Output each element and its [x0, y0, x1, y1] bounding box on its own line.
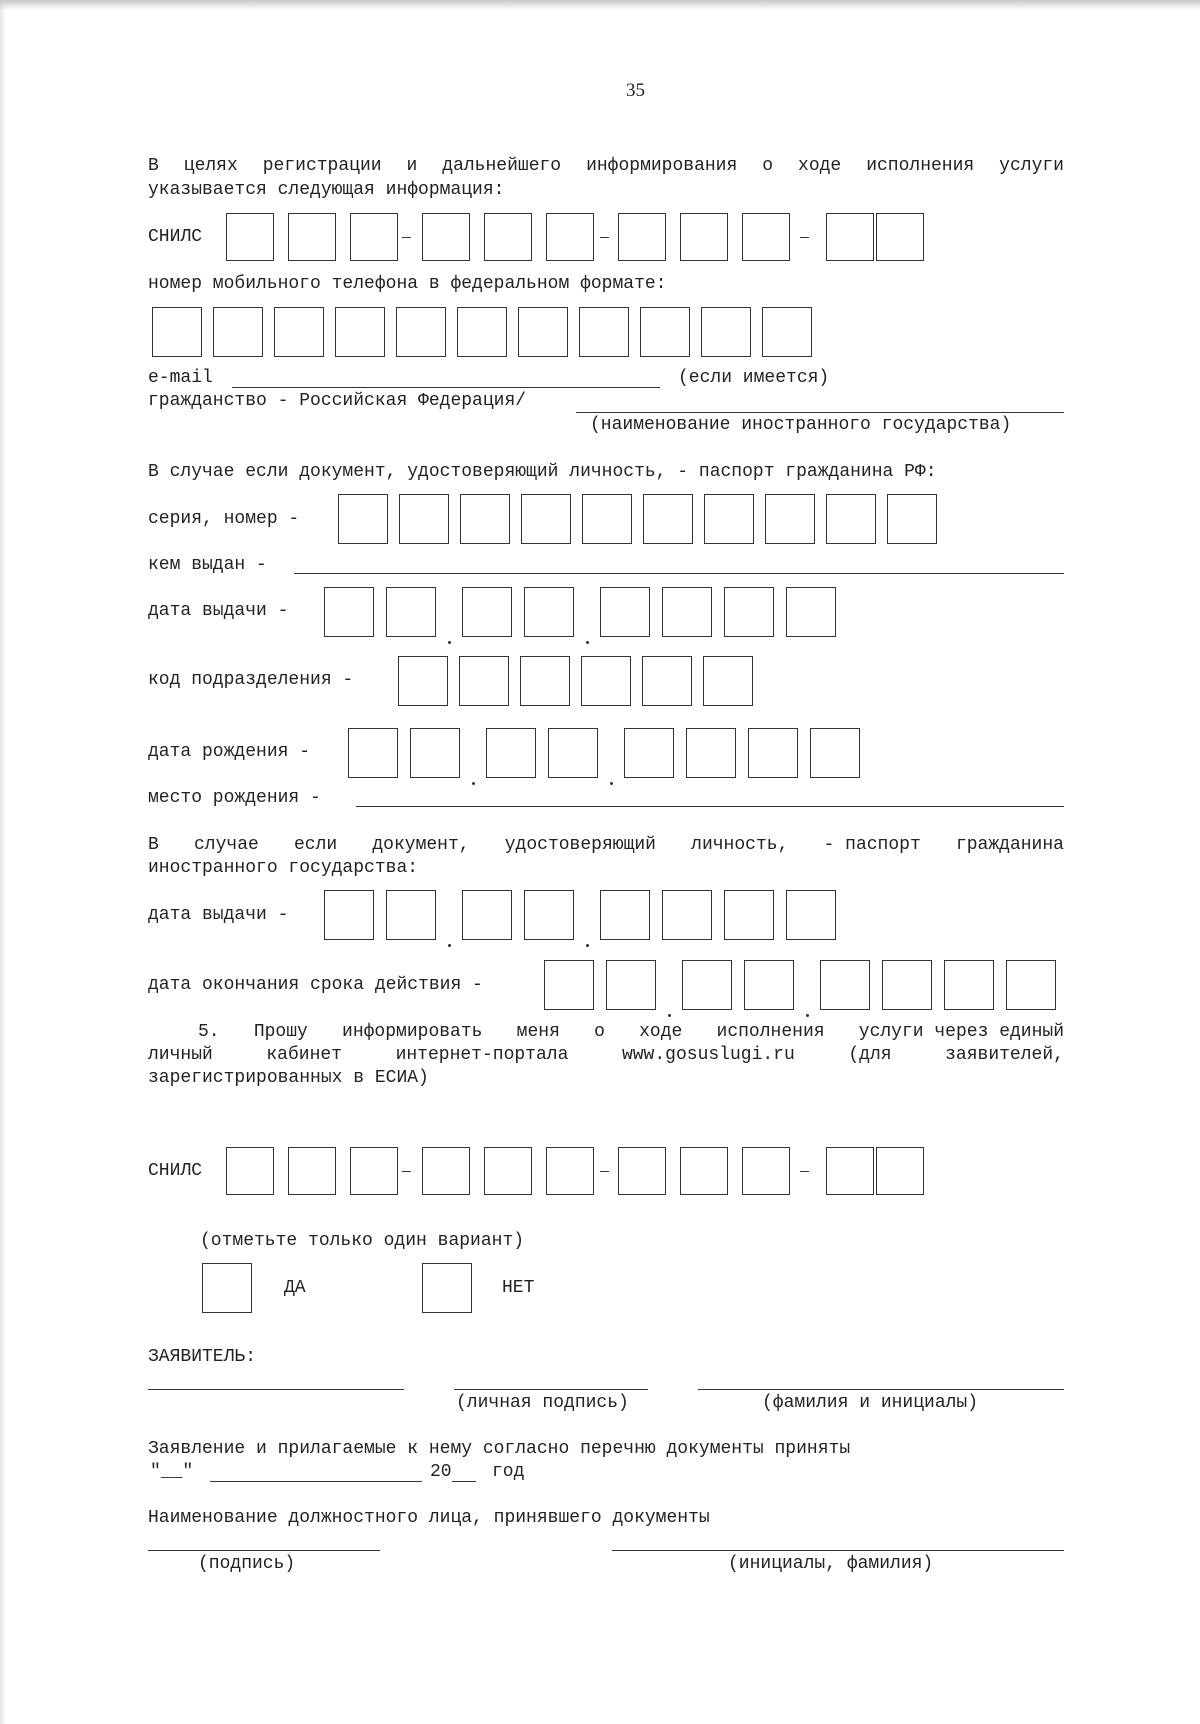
word: кабинет [266, 1045, 342, 1065]
acceptance-month-field[interactable] [210, 1481, 422, 1482]
word: www.gosuslugi.ru [621, 1045, 795, 1065]
citizenship-label: гражданство - Российская Федерация/ [148, 391, 527, 411]
char-cell[interactable] [546, 213, 594, 261]
birth-place-label: место рождения - [148, 788, 321, 808]
char-cell[interactable] [396, 307, 446, 357]
word: личность, [691, 835, 789, 855]
separator-dash [600, 1171, 609, 1172]
char-cell[interactable] [288, 213, 336, 261]
char-cell[interactable] [618, 213, 666, 261]
birth-date-label: дата рождения - [148, 742, 311, 762]
division-code-label: код подразделения - [148, 670, 354, 690]
char-cell[interactable] [520, 656, 570, 706]
char-cell[interactable] [682, 960, 732, 1010]
word: информирования [586, 156, 738, 176]
char-cell[interactable] [546, 1147, 594, 1195]
char-cell[interactable] [724, 890, 774, 940]
official-name-field[interactable] [612, 1550, 1064, 1551]
char-cell[interactable] [744, 960, 794, 1010]
passport-foreign-heading-line-2: иностранного государства: [148, 858, 419, 878]
char-cell[interactable] [826, 1147, 874, 1195]
char-cell[interactable] [422, 1147, 470, 1195]
acceptance-year-word: год [492, 1462, 525, 1482]
char-cell[interactable] [462, 587, 512, 637]
char-cell[interactable] [213, 307, 263, 357]
item5-line-2 [148, 1046, 1064, 1064]
issued-by-label: кем выдан - [148, 555, 267, 575]
passport-rf-heading: В случае если документ, удостоверяющий личность, - паспорт гражданина РФ: [148, 462, 937, 482]
char-cell[interactable] [324, 890, 374, 940]
char-cell[interactable] [882, 960, 932, 1010]
char-cell[interactable] [486, 728, 536, 778]
char-cell[interactable] [422, 213, 470, 261]
snils2-label: СНИЛС [148, 1161, 203, 1181]
char-cell[interactable] [600, 890, 650, 940]
acceptance-year-prefix: 20 [430, 1462, 452, 1482]
char-cell[interactable] [459, 656, 509, 706]
char-cell[interactable] [786, 890, 836, 940]
char-cell[interactable] [742, 1147, 790, 1195]
char-cell[interactable] [579, 307, 629, 357]
email-field[interactable] [232, 387, 660, 388]
email-label: e-mail [148, 368, 213, 388]
char-cell[interactable] [624, 728, 674, 778]
char-cell[interactable] [152, 307, 202, 357]
applicant-name-note: (фамилия и инициалы) [762, 1393, 979, 1413]
word: гражданина [955, 835, 1064, 855]
char-cell[interactable] [810, 728, 860, 778]
word: документ, [372, 835, 470, 855]
char-cell[interactable] [518, 307, 568, 357]
separator-dot [610, 782, 613, 785]
item5-line-1 [198, 1023, 1064, 1041]
char-cell[interactable] [460, 494, 510, 544]
word: о [762, 156, 774, 176]
char-cell[interactable] [944, 960, 994, 1010]
foreign-issue-date-label: дата выдачи - [148, 905, 289, 925]
separator-dot [668, 1014, 671, 1017]
char-cell[interactable] [765, 494, 815, 544]
word: регистрации [262, 156, 382, 176]
char-cell[interactable] [680, 1147, 728, 1195]
char-cell[interactable] [226, 1147, 274, 1195]
char-cell[interactable] [457, 307, 507, 357]
yes-checkbox[interactable] [202, 1263, 252, 1313]
email-note: (если имеется) [678, 368, 830, 388]
scan-edge-top [0, 0, 1200, 10]
char-cell[interactable] [680, 213, 728, 261]
expiry-date-label: дата окончания срока действия - [148, 975, 483, 995]
word: ходе [639, 1022, 683, 1042]
separator-dot [448, 641, 451, 644]
word: Прошу [253, 1022, 308, 1042]
char-cell[interactable] [742, 213, 790, 261]
word: дальнейшего [442, 156, 562, 176]
char-cell[interactable] [398, 656, 448, 706]
word: информировать [342, 1022, 483, 1042]
word: (для [848, 1045, 892, 1065]
char-cell[interactable] [386, 890, 436, 940]
char-cell[interactable] [600, 587, 650, 637]
char-cell[interactable] [410, 728, 460, 778]
issued-by-field[interactable] [294, 573, 1064, 574]
scan-edge-left [0, 0, 6, 1724]
separator-dot [586, 641, 589, 644]
char-cell[interactable] [484, 213, 532, 261]
snils-label: СНИЛС [148, 227, 203, 247]
char-cell[interactable] [524, 890, 574, 940]
word: ходе [798, 156, 842, 176]
intro-line-2: указывается следующая информация: [148, 180, 505, 200]
word: о [594, 1022, 605, 1042]
char-cell[interactable] [348, 728, 398, 778]
official-label: Наименование должностного лица, принявшего документы [148, 1508, 710, 1528]
word: и [406, 156, 418, 176]
word: - паспорт [823, 835, 921, 855]
word: исполнения [866, 156, 975, 176]
separator-dot [586, 944, 589, 947]
separator-dot [806, 1014, 809, 1017]
char-cell[interactable] [724, 587, 774, 637]
word: интернет-портала [395, 1045, 569, 1065]
separator-dot [448, 944, 451, 947]
char-cell[interactable] [662, 587, 712, 637]
char-cell[interactable] [826, 494, 876, 544]
yes-label: ДА [284, 1278, 306, 1298]
separator-dash [800, 1171, 809, 1172]
char-cell[interactable] [704, 494, 754, 544]
char-cell[interactable] [820, 960, 870, 1010]
char-cell[interactable] [662, 890, 712, 940]
char-cell[interactable] [876, 1147, 924, 1195]
choice-note: (отметьте только один вариант) [200, 1231, 525, 1251]
acceptance-text: Заявление и прилагаемые к нему согласно перечню документы приняты [148, 1439, 851, 1459]
applicant-label: ЗАЯВИТЕЛЬ: [148, 1347, 257, 1367]
char-cell[interactable] [462, 890, 512, 940]
series-number-label: серия, номер - [148, 509, 300, 529]
char-cell[interactable] [288, 1147, 336, 1195]
char-cell[interactable] [643, 494, 693, 544]
char-cell[interactable] [703, 656, 753, 706]
char-cell[interactable] [548, 728, 598, 778]
char-cell[interactable] [350, 213, 398, 261]
separator-dash [800, 237, 809, 238]
word: удостоверяющий [504, 835, 656, 855]
word: услуги через единый [858, 1022, 1064, 1042]
char-cell[interactable] [618, 1147, 666, 1195]
char-cell[interactable] [786, 587, 836, 637]
word: заявителей, [945, 1045, 1064, 1065]
phone-label: номер мобильного телефона в федеральном формате: [148, 274, 667, 294]
char-cell[interactable] [324, 587, 374, 637]
char-cell[interactable] [582, 494, 632, 544]
char-cell[interactable] [524, 587, 574, 637]
citizenship-note: (наименование иностранного государства) [590, 415, 1012, 435]
char-cell[interactable] [826, 213, 874, 261]
char-cell[interactable] [484, 1147, 532, 1195]
separator-dash [402, 1171, 411, 1172]
word: В [148, 156, 159, 176]
char-cell[interactable] [686, 728, 736, 778]
char-cell[interactable] [521, 494, 571, 544]
char-cell[interactable] [581, 656, 631, 706]
char-cell[interactable] [1006, 960, 1056, 1010]
no-checkbox[interactable] [422, 1263, 472, 1313]
acceptance-day: "__" [150, 1462, 194, 1482]
char-cell[interactable] [338, 494, 388, 544]
separator-dash [600, 237, 609, 238]
official-signature-note: (подпись) [198, 1554, 296, 1574]
birth-place-field[interactable] [356, 806, 1064, 807]
official-signature-field[interactable] [148, 1550, 380, 1551]
char-cell[interactable] [887, 494, 937, 544]
item5-line-3: зарегистрированных в ЕСИА) [148, 1068, 429, 1088]
word: 5. [198, 1022, 220, 1042]
no-label: НЕТ [502, 1278, 535, 1298]
char-cell[interactable] [399, 494, 449, 544]
char-cell[interactable] [640, 307, 690, 357]
char-cell[interactable] [701, 307, 751, 357]
page-number: 35 [626, 80, 645, 101]
word: услуги [999, 156, 1064, 176]
char-cell[interactable] [748, 728, 798, 778]
word: личный [148, 1045, 213, 1065]
char-cell[interactable] [876, 213, 924, 261]
char-cell[interactable] [386, 587, 436, 637]
word: меня [516, 1022, 560, 1042]
separator-dot [472, 782, 475, 785]
citizenship-field[interactable] [576, 412, 1064, 413]
intro-line-1 [148, 157, 1064, 175]
applicant-signature-note: (личная подпись) [456, 1393, 629, 1413]
official-name-note: (инициалы, фамилия) [728, 1554, 934, 1574]
applicant-field[interactable] [148, 1389, 404, 1390]
word: исполнения [716, 1022, 825, 1042]
char-cell[interactable] [606, 960, 656, 1010]
word: В [148, 835, 159, 855]
char-cell[interactable] [335, 307, 385, 357]
applicant-signature-field[interactable] [454, 1389, 648, 1390]
word: случае [193, 835, 259, 855]
char-cell[interactable] [226, 213, 274, 261]
char-cell[interactable] [642, 656, 692, 706]
passport-foreign-heading-line-1 [148, 836, 1064, 854]
word: если [293, 835, 338, 855]
applicant-name-field[interactable] [698, 1389, 1064, 1390]
word: целях [183, 156, 238, 176]
char-cell[interactable] [350, 1147, 398, 1195]
char-cell[interactable] [544, 960, 594, 1010]
char-cell[interactable] [762, 307, 812, 357]
char-cell[interactable] [274, 307, 324, 357]
separator-dash [402, 237, 411, 238]
issue-date-label: дата выдачи - [148, 601, 289, 621]
acceptance-year-field[interactable] [452, 1481, 476, 1482]
